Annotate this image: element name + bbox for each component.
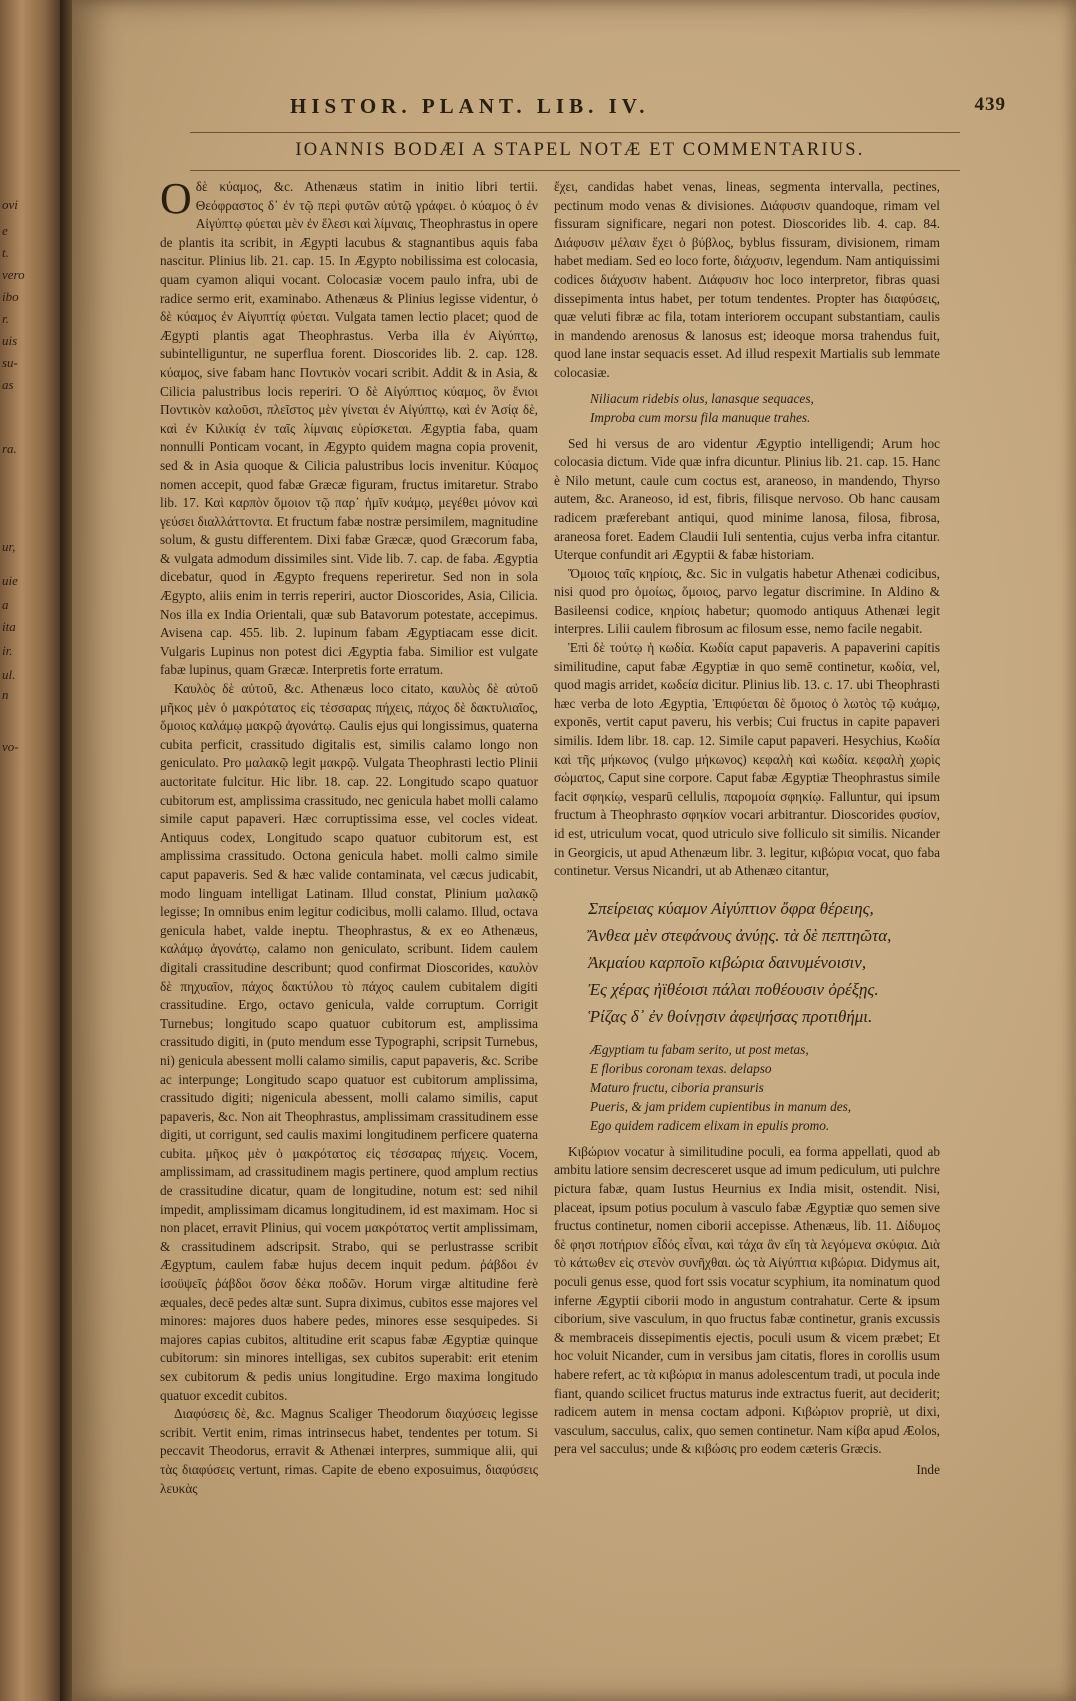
drop-cap: O: [160, 178, 192, 223]
prev-page-fragment: ir.: [2, 643, 13, 658]
paragraph: Oδὲ κύαμος, &c. Athenæus statim in initio libri tertii. Θεόφραστος δ᾽ ἐν τῷ περὶ φυτῶν αὐτῷ γράφει. ὁ κύαμος ὁ ἐν Αἰγύπτῳ φύεται μὲν ἐν ἕλεσι καὶ λίμναις, Theophrastus in opere de plantis ita scribit, in Ægypti lacubus & stagnantibus aquis faba nascitur. Plinius lib. 21. cap. 15. In Ægypto nobilissima est colocasia, quam cyamon aliqui vocant. Colocasiæ vocem paulo infra, ubi de radice sermo erit, examinabo. Athenæus & Plinius legisse videntur, ὁ δὲ κύαμος ἐν Αἰγυπτίᾳ φύεται. Vulgata tamen lectio placet; quod de Ægypti plantis agat Theophrastus. Verba illa ἐν Αἰγύπτῳ, subintelliguntur, ne superflua forent. Dioscorides lib. 2. cap. 128. κύαμος, sive fabam hanc Ποντικὸν vocari scribit. Addit & in Asia, & Cilicia palustribus locis reperiri. Ὁ δὲ Αἰγύπτιος κύαμος, ὃν ἔνιοι Ποντικὸν καλοῦσι, πλεῖστος μὲν γίνεται ἐν Αἰγύπτῳ, καὶ ἐν Ἀσίᾳ δὲ, καὶ ἐν Κιλικίᾳ ἐν ταῖς λίμναις εὑρίσκεται. Ægyptia faba, quam nonnulli Ponticam vocant, in Ægypto quidem magna copia provenit, sed & in Asia quoque & Cilicia palustribus locis invenitur. Κύαμος nomen accepit, quod fabæ Græcæ figuram, fructus imitaretur. Strabo lib. 17. Καὶ καρπὸν ὅμοιον τῷ παρ᾽ ἡμῖν κυάμῳ, μεγέθει μόνον καὶ γεύσει διαλλάττοντα. Et fructum fabæ nostræ persimilem, magnitudine solum, & gustu differentem. Dixi fabæ Græcæ, quod Græcorum faba, & vulgata admodum dissimiles sint. Vide lib. 7. cap. de faba. Ægyptia dicebatur, quod in Ægypto frequens reperiretur. Sed non in sola Ægypto, aliis enim in terris reperiri, auctor Dioscorides, Asia, Cilicia. Nos illa ex India Orientali, quæ sub Batavorum potestate, accepimus. Avisena cap. 455. lib. 2. lupinum fabam Ægyptiacam esse dicit. Vulgaris Lupinus non potest dici Ægyptia faba. Similior est vulgate fabæ lupinus, quam Græcæ. Interpretis forte erratum.: [160, 178, 538, 678]
section-title: IOANNIS BODÆI A STAPEL NOTÆ ET COMMENTARIUS.: [295, 140, 865, 160]
paragraph: Κιβώριον vocatur à similitudine poculi, ea forma appellati, quod ab ambitu latiore sensim decresceret usque ad imum pediculum, uti pulchre pictura fabæ, quam Iustus Heurnius ex India misit, ostendit. Nisi, placeat, ipsum potius poculum à vasculo fabæ Ægyptiæ quo semen sive fructus continetur, nomen ciborii accepisse. Athenæus, lib. 11. Δίδυμος δὲ φησι ποτήριον εἶδός εἶναι, καὶ τάχα ἂν εἴη τὰ λεγόμενα σκύφια. Διὰ τὸ κάτωθεν εἰς στενὸν συνῆχθαι. ὡς τὰ Αἰγύπτια κιβώρια. Didymus ait, poculi genus esse, quod fort ssis vocatur scyphium, ita nominatum quod inferne Ægyptii ciborii modo in angustum contrahatur. Certe & ipsum ciborium, sive vasculum, in quo fructus fabæ continetur, granis excussis & membraceis dissepimentis ejectis, poculi usum & vicem præbet; Et hoc voluit Nicander, cum in versibus jam citatis, flores in corollis usum habere refert, ac τὰ κιβώρια in manus adolescentum tradi, ut pocula inde fiant, quando scilicet fructus maturus inde extractus fuerit, aut deciderit; radicem autem in mensa coctam adponi. Κιβώριον propriè, ut dixi, vasculum, sacculus, calix, quo semen continetur. Nam κίβα apud Æolos, pera vel sacculus; unde & κιβώσις pro eodem cæteris Græcis.: [554, 1143, 940, 1457]
greek-verse-nicander: [588, 895, 940, 1030]
left-column: [160, 178, 538, 1678]
page-number: 439: [974, 94, 1006, 115]
verse-line: Ægyptiam tu fabam serito, ut post metas,: [590, 1041, 809, 1057]
verse-line: Ἄνθεα μὲν στεφάνους ἀνύῃς. τὰ δὲ πεπτηῶτα,: [588, 925, 892, 945]
paragraph: ἔχει, candidas habet venas, lineas, segmenta intervalla, pectines, pectinum modo venas & divisiones. Διάφυσιν quandoque, rimam vel fissuram significare, negari non potest. Dioscorides lib. 4. cap. 84. Διάφυσιν μέλαιν ἔχει ὁ βύβλος, byblus fissuram, divisionem, rimam habet mediam. Sed eo loco forte, διάχυσιν, legendum. Nam antiquissimi codices διάχυσιν habent. Διάφυσιν hoc loco interpretor, fibras quasi dissepimenta intus habet, per totum tendentes. Propter has διαφύσεις, quæ veluti fibræ ac fila, totam interiorem occupant substantiam, caulis in mandendo arenosus & lanosus est; ideoque morsa trahendus fuit, quod lane instar sequacis esset. Ad illud respexit Martialis sub lemmate colocasiæ.: [554, 179, 940, 380]
verse-line: Improba cum morsu fila manuque trahes.: [590, 409, 811, 425]
paragraph: Καυλὸς δὲ αὐτοῦ, &c. Athenæus loco citato, καυλὸς δὲ αὐτοῦ μῆκος μὲν ὁ μακρότατος εἰς τέσσαρας πήχεις, πάχος δὲ δακτυλιαῖος, ὅμοιος καλάμῳ μακρῷ ἀγονάτῳ. Caulis ejus qui longissimus, quaterna cubita perficit, crassitudo digitalis est, similis calamo longo non geniculato. Pro μαλακῷ legit μακρῷ. Vulgata Theophrasti lectio Plinii auctoritate fulcitur. Hic libr. 18. cap. 22. Longitudo scapo quatuor cubitorum est, amplissima crassitudo, nec genicula habet molli calamo simile caput papaveri. Hæc corruptissima esse, vel cocles videat. Antiquus codex, Longitudo scapo quatuor cubitorum est, est amplissima crassitudo. Octona genicula habet. molli calmo simile caput papaveris. Sed & hæc valide contaminata, vel cæcus judicabit, modo linguam intelligat Latinam. Illud constat, Plinium μαλακῷ legisse; In omnibus enim legitur codicibus, molli calamo. Illud, octava genicula habet, valde ineptu. Theophrastus, & ex eo Athenæus, καλάμῳ ἀγονάτῳ, calamo non geniculato, scribunt. Iidem caulem digitali crassitudine describunt; quod confirmat Dioscorides, καυλὸν δὲ πηχυαῖον, πάχος δακτύλου τὸ πάχος caulem cubitalem digiti crassitudine. Ergo, octavo genicula, valde corruptum. Corrigit Turnebus; longitudo scapo quatuor cubitorum est, amplissima crassitudo digiti, in (puto mendum esse Typographi, scripsit Turnebus, ni) genicula abessent molli calamo similis, caput papaveris, &c. Scribe ac interpunge; Longitudo scapo quatuor est cubitorum amplissima, crassitudo digiti; nigenicula abessent, molli calamo similis, caput papaveris, &c. Non ait Theophrastus, amplissimam crassitudinem esse digiti, ut corrigunt, sed caulis maximi longitudinem perficere quaterna cubita. μῆκος μὲν ὁ μακρότατος εἰς τέσσαρας πήχεις. Vocem, amplissimam, ad crassitudinem magis pertinere, quod amplum rectius de crassitudine dicatur, quam de longitudine, notum est: sed nihil impedit, amplissimam dicamus longitudinem, id est maximam. Hoc si non placet, erravit Plinius, qui vocem μακρότατος vertit amplissimam, & crassitudinem adscripsit. Strabo, qui se perlustrasse scribit Ægyptum, caulem fabæ hujus decem inquit pedum. ῥάβδοι ἐν ἰσοϋψεῖς ῥάβδοι ὅσον δέκα ποδῶν. Horum virgæ altitudine ferè æquales, decē pedes altæ sunt. Supra diximus, cubitos esse majores vel minores: majores duos habere pedes, minores esse sesquipedes. Si majores capias cubitos, altitudine erit scapus fabæ Ægyptiæ quinque cubitorum: sin minores intelligas, sex cubitos superabit: erit etenim sex cubitorum & pedis unius longitudine. Ergo maxima longitudo quatuor excedit cubitos.: [160, 681, 538, 1403]
prev-page-fragment: vero: [2, 267, 25, 282]
prev-page-fragment: a: [2, 597, 9, 612]
prev-page-fragment: ibo: [2, 289, 19, 304]
verse-line: Pueris, & jam pridem cupientibus in manum des,: [590, 1098, 852, 1114]
prev-page-fragment: e: [2, 223, 8, 238]
verse-line: Maturo fructu, ciboria pransuris: [590, 1079, 764, 1095]
prev-page-fragment: su-: [2, 355, 18, 370]
right-column: [554, 178, 940, 1678]
paragraph: Ὅμοιος ταῖς κηρίοις, &c. Sic in vulgatis habetur Athenæi codicibus, nisi quod pro ὁμοίως, ὅμοιος, parvo legatur discrimine. In Aldino & Basileensi codice, κηρίοις habetur; quomodo antiquus Athenæi legit interpres. Lilii caulem fibrosum ac filosum esse, nemo facile negabit.: [554, 565, 940, 637]
verse-line: Niliacum ridebis olus, lanasque sequaces,: [590, 390, 814, 406]
paragraph: Sed hi versus de aro videntur Ægyptio intelligendi; Arum hoc colocasia dictum. Vide quæ infra dicuntur. Plinius lib. 21. cap. 15. Hanc è Nilo metunt, caule cum coctus est, araneoso, in mandendo, Thyrso autem, &c. Araneoso, id est, fibris, filisque nervoso. Ob hanc causam radicem præferebant antiqui, quod minime lanosa, filosa, fibrosa, araneosa foret. Eadem Claudii Iuli sententia, cujus verba infra citantur. Uterque confundit ari Ægyptii & fabæ historiam.: [554, 435, 940, 563]
verse-line: Ἐς χέρας ἠϊθέοισι πάλαι ποθέουσιν ὀρέξῃς.: [588, 979, 879, 999]
prev-page-fragment: r.: [2, 311, 9, 326]
paragraph: Ἐπὶ δὲ τούτῳ ἡ κωδία. Κωδία caput papaveris. A papaverini capitis similitudine, caput fabæ Ægyptiæ in quo semē continetur, κωδία, vel, quod magis arridet, κωδεία dicitur. Plinius lib. 13. c. 17. ubi Theophrasti hæc verba de loto Ægyptia, Ἐπιφύεται δὲ ὅμοιος ὁ λωτὸς τῷ κυάμῳ, exponēs, vertit caput paveru, his verbis; Cui fructus in capite papaveri similis. Idem libr. 18. cap. 12. Simile caput papaveri. Hesychius, Κωδία καὶ τῆς μήκωνος (vulgo μήκωνος) κεφαλὴ καὶ κωδία. κεφαλὴ χωρὶς σώματος, Caput sine corpore. Caput fabæ Ægyptiæ Theophrastus simile facit σφηκίῳ, vesparū cellulis, παρομοία σφηκίῳ. Falluntur, qui ipsum fructum à Theophrasto σφηκίον vocari arbitrantur. Dioscorides φυσίον, id est, utriculum vocat, quod utriculo sive folliculo sit similis. Nicander in Georgicis, ut apud Athenæum libr. 3. legitur, κιβώρια vocat, quo faba continetur. Versus Nicandri, ut ab Athenæo citantur,: [554, 640, 940, 879]
latin-verse-translation: [590, 1040, 940, 1135]
running-header: [290, 94, 1006, 130]
prev-page-fragment: uie: [2, 573, 18, 588]
prev-page-fragment: ita: [2, 619, 16, 634]
prev-page-fragment: ovi: [2, 197, 18, 212]
prev-page-fragment: ra.: [2, 441, 17, 456]
prev-page-fragment: t.: [2, 245, 9, 260]
verse-line: Ἀκμαίου καρποῖο κιβώρια δαινυμένοισιν,: [588, 952, 867, 972]
catchword: Inde: [916, 1461, 940, 1477]
verse-line: Ego quidem radicem elixam in epulis promo.: [590, 1117, 830, 1133]
prev-page-fragment: n: [2, 687, 9, 702]
prev-page-fragment: uis: [2, 333, 18, 348]
verse-line: E floribus coronam texas. delapso: [590, 1060, 772, 1076]
book-page: [72, 0, 1076, 1701]
header-rule: [190, 132, 960, 133]
prev-page-fragment: ur,: [2, 539, 16, 554]
paragraph: Διαφύσεις δὲ, &c. Magnus Scaliger Theodorum διαχύσεις legisse scribit. Vertit enim, rimas intrinsecus habet, tendentes per totum. Si peccavit Theodorus, erravit & Athenæi interpres, summique alii, qui τὰς διαφύσεις vertunt, rimas. Capite de ebeno exposuimus, διαφύσεις λευκὰς: [160, 1406, 538, 1496]
verse-line: Ῥίζας δ᾽ ἐν θοίνῃσιν ἀφεψήσας προτιθήμι.: [588, 1006, 873, 1026]
previous-page-edge: [0, 0, 62, 1701]
verse-line: Σπείρειας κύαμον Αἰγύπτιον ὄφρα θέρειης,: [588, 898, 874, 918]
latin-verse-martial: [590, 389, 940, 427]
running-title: HISTOR. PLANT. LIB. IV.: [290, 94, 650, 118]
title-rule: [190, 170, 960, 171]
prev-page-fragment: vo-: [2, 739, 19, 754]
prev-page-fragment: as: [2, 377, 14, 392]
prev-page-fragment: ul.: [2, 667, 16, 682]
